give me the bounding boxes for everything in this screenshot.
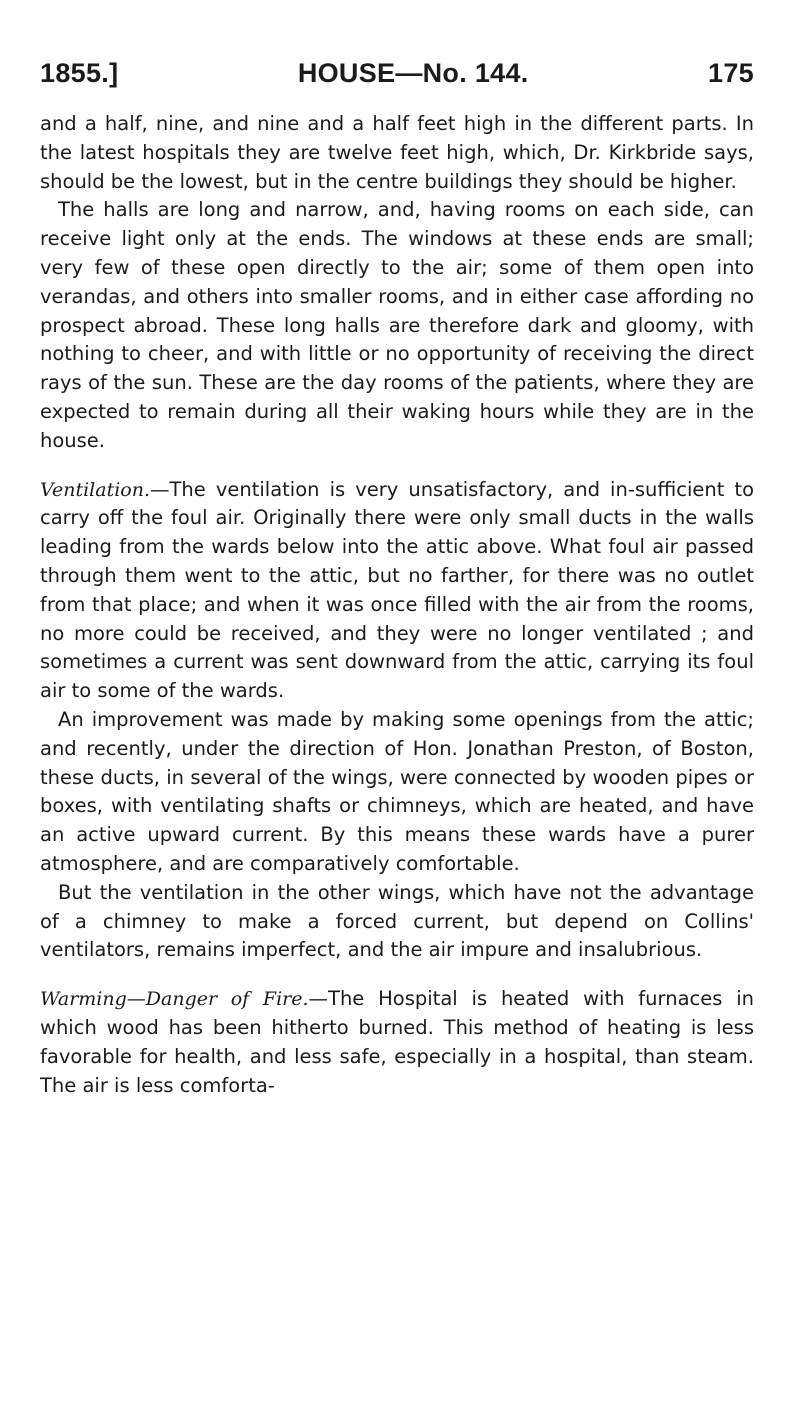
paragraph-other-wings-text: But the ventilation in the other wings, which have not the advantage of a chimney to make a forced current, but depend on Collins' ventilators, remains imperfect, and the air impure and insalubrious.: [40, 880, 754, 962]
header-document-number: HOUSE—No. 144.: [297, 58, 529, 88]
page-number: 175: [708, 58, 754, 88]
running-header: [40, 58, 754, 98]
paragraph-ventilation: [40, 476, 754, 706]
paragraph-2-text: The halls are long and narrow, and, having rooms on each side, can receive light only at the ends. The windows at these ends are small; very few of these open directly to the air; some of them open into verandas, and others into smaller rooms, and in either case affording no prospect abroad. These long halls are therefore dark and gloomy, with nothing to cheer, and with little or no opportunity of receiving the direct rays of the sun. These are the day rooms of the patients, where they are expected to remain during all their waking hours while they are in the house.: [40, 198, 754, 452]
paragraph-improvement-text: An improvement was made by making some openings from the attic; and recently, under the direction of Hon. Jonathan Preston, of Boston, these ducts, in several of the wings, were connected by wooden pipes or boxes, with ventilating shafts or chimneys, which are heated, and have an active upward current. By this means these wards have a purer atmosphere, and are comparatively comfortable.: [40, 707, 754, 875]
page-body: [40, 110, 754, 1100]
paragraph-1-text: and a half, nine, and nine and a half feet high in the different parts. In the latest hospitals they are twelve feet high, which, Dr. Kirkbride says, should be the lowest, but in the centre buildings they should be higher.: [40, 112, 754, 193]
paragraph-other-wings: [40, 879, 754, 965]
header-year: 1855.]: [40, 58, 119, 88]
paragraph-improvement: [40, 706, 754, 879]
paragraph-2: [40, 196, 754, 455]
paragraph-warming: [40, 985, 754, 1100]
paragraph-warming-text: —The Hospital is heated with furnaces in which wood has been hitherto burned. This method of heating is less favorable for health, and less safe, especially in a hospital, than steam. The air is less comforta-: [40, 987, 755, 1097]
section-title-ventilation: Ventilation.: [40, 478, 151, 501]
section-title-warming: Warming—Danger of Fire.: [40, 988, 309, 1011]
paragraph-1: [40, 110, 754, 196]
paragraph-ventilation-text: —The ventilation is very unsatisfactory, and in-sufficient to carry off the foul air. Originally there were only small ducts in the walls leading from the wards below into the attic above. What foul air passed through them went to the attic, but no farther, for there was no outlet from that place; and when it was once filled with the air from the rooms, no more could be received, and they were no longer ventilated ; and sometimes a current was sent downward from the attic, carrying its foul air to some of the wards.: [40, 477, 754, 703]
